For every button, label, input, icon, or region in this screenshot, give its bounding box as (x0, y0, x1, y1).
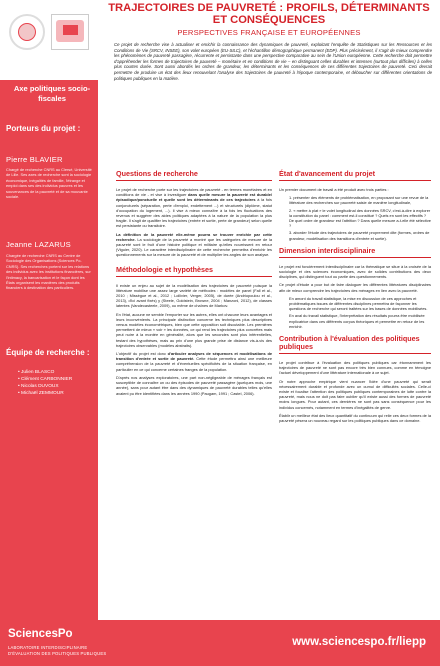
website-url[interactable]: www.sciencespo.fr/liepp (292, 636, 426, 648)
research-questions-text-2: La définition de la pauvreté elle-même pourra se trouver enrichie par cette recherche. La sociologie de la pauvreté a montré que les catégories de mesure de la pauvreté sont le fruit d'une histoire politique et militaire qu'elles nourrissent en retour (Viguier, 2020). Le caractère interdisciplinaire de cette recherche permettra d'enrichir les questionnements sur la mesure de la pauvreté et de multiplier les angles de son analyse. (116, 231, 272, 258)
methodology-text-2: En l'état, aucune ne semble l'emporter sur les autres, elles ont chacune leurs avantages et leurs inconvénients. La principale distinction concerne les techniques plus descriptives versus modèles économétriques, bien que cette opposition soit discutable. Les premières permettent de mieux « voir » les données, ce qui rend les trajectoires plus concrètes mais peut nuire à la montée en généralité, alors que les secondes sont plus inférentielles, testant des hypothèses, mais au prix d'une plus grande prise de distance vis-à-vis des trajectoires observables (modèles abstraits). (116, 311, 272, 348)
person1-bio: Chargé de recherche CNRS au Clersé, Université de Lille. Ses axes de recherche sont la sociologie économique, inégalités de famille, l'étrange et emploi dans ses des individus pauvres et les souvenances de la pauvreté et de sa mouvante sociale. (6, 167, 92, 200)
methodology-text-4: D'après nos analyses exploratoires, une part non-négligeable de ménages français est susceptible de connaître un ou des épisodes de pauvreté passagère (quelques mois, une année), sans pour autant être dans des dynamiques de pauvreté durables telles qu'elles avaient pu être identifiées dans les années 1990 (Paugam, 1991 ; Castel, 2006). (116, 374, 272, 396)
university-seal-logo (9, 14, 45, 50)
progress-heading: État d'avancement du projet (279, 170, 431, 181)
list-item: 3. aborder l'étude des trajectoires de pauvreté proprement dite (formes, ordres de grandeur, modélisation des transitions d'entrée et sortie). (289, 230, 430, 241)
research-questions-text-1: Le projet de recherche porte sur les trajectoires de pauvreté - en termes monétaires et en conditions de vie - et vise à investiguer dans quelle mesure la pauvreté est durable/épisodique/ponctuelle et quelle sont les déterminants de ces trajectoires à la fois conjoncturels (séparation, perte d'emploi, endettement ...) et structurels (diplôme, statut d'occupation du logement, ...). Il vise à mieux connaître à la fois les fluctuations des revenus et suggérer des aides politiques adaptées à la nature de la population la plus fragile. Il s'agit de qualifier les trajectoires (entrée et sortie, perte de grandeur) selon quelle est persistante ou transitoire. (116, 187, 272, 229)
progress-list (279, 195, 431, 241)
footer (0, 620, 440, 666)
methodology-heading: Méthodologie et hypothèses (116, 266, 272, 277)
poster-title: TRAJECTOIRES DE PAUVRETÉ : PROFILS, DÉTERMINANTS ET CONSÉQUENCES (108, 2, 430, 26)
interdisciplinary-text-2: Ce projet d'étude a pour but de faire dialoguer les différentes littératures disciplinaires afin de mieux comprendre les trajectoires des ménages en lien avec la pauvreté. (279, 282, 431, 293)
person2-name: Jeanne LAZARUS (6, 240, 71, 249)
methodology-text-3: L'objectif du projet est donc d'articuler analyses de séquences et modélisations de transition d'entrée et sortie de pauvreté. Cette étude permettra ainsi une meilleure compréhension de la pauvreté et d'éventuelles spécificités de la situation française, en particulier en ce qui concerne certaines franges de la population. (116, 351, 272, 372)
partner-logos (0, 0, 98, 80)
interdisciplinary-list (279, 296, 431, 329)
team-member: • Clément CARBONNIER (18, 376, 72, 383)
porteurs-heading: Porteurs du projet : (6, 124, 81, 133)
team-list (18, 369, 72, 397)
contribution-heading: Contribution à l'évaluation des politiques publiques (279, 335, 431, 354)
team-member: • Michaël ZEMMOUR (18, 390, 72, 397)
partner-badge-logo (51, 14, 89, 50)
list-item: 2. « mettre à plat » le volet longitudinal des données SRCV, c'est-à-dire à explorer la constitution du panel : comment est-il constitué ? Quels en sont les effectifs ? De quel ordre de grandeur est l'attrition ? Dans quelle mesure a-t-elle été sélective ? (289, 207, 431, 229)
intro-paragraph: Ce projet de recherche vise à actualiser et enrichir la connaissance des dynamiques de pauvreté, exploitant l'enquête de Statistiques sur les Ressources et les Conditions de Vie (SRCV, INSEE), son volet européen (EU-SILC), et l'échantillon démographique permanent (EDP). Plus précisément, il s'agit de mieux comprendre les phénomènes de pauvreté passagère, récurrente et persistante dans une perspective comparative au sein de l'Union européenne. Cette recherche doit permettre d'appréhender les formes de trajectoires de pauvreté – monétaire et en conditions de vie – en distinguant celles durables et intenses (surtout plus difficiles) à celles plus courtes durée. Sont aussi abordés les ordres de grandeur, les déterminants et les conséquences de ces différentes trajectoires de pauvreté. Ceci devrait permettre de produire un état des lieux renouvelant l'analyse des trajectoires de pauvreté à l'époque contemporaine, et déboucher sur différentes orientations de politiques publiques en la matière. (114, 42, 432, 81)
sidebar (0, 0, 98, 620)
contribution-text-1: Le projet contribue à l'évaluation des politiques publiques car étonnamment les trajectoires de pauvreté ne sont pas encore très bien connues, comme en témoigne l'actuel développement d'une littérature internationale à ce sujet. (279, 360, 431, 376)
research-questions-heading: Questions de recherche (116, 170, 272, 181)
team-member: • Julien BLASCO (18, 369, 72, 376)
methodology-text-1: Il existe un enjeu au sujet de la modélisation des trajectoires de pauvreté puisque la littérature mobilise une assez large variété de méthodes : modèles de panel (Fall et al., 2010 ; Missègue et al., 2012 ; Lollivier, Verger, 2005), de durée (Andriopoulou et al., 2013), d'ici avant fixés) y (Steele, Goldstein, Browne, 2004 ; Manzoni, 2012), de classes latentes (Vandecasteele, 2009), ou même de chaînes de Markov. (116, 282, 272, 309)
lab-name-line1: LABORATOIRE INTERDISCIPLINAIRE (8, 645, 88, 650)
list-item: En aval du travail statistique, l'interprétation des résultats pourra être mobilisée explicatrice dans ces différents corpus théoriques et permettre en retour de les enrichir. (289, 313, 425, 329)
interdisciplinary-heading: Dimension interdisciplinaire (279, 247, 431, 258)
list-item: En amont du travail statistique, la mise en discussion de ces approches et problématiques issues de différentes disciplines permettra de façonner les questions de recherche qui seront traitées sur les bases de données mobilisées. (289, 295, 428, 312)
person2-bio: Chargée de recherche CNRS au Centre de Sociologie des Organisations (Sciences Po-CNRS). Ses recherches portent sur les relations des individus avec les institutions financières, sur l'intimacy, la bancarisation et le façon dont les États organisent les manières des produits financiers à destination des particuliers. (6, 253, 91, 291)
sciencespo-logo: SciencesPo (8, 628, 73, 640)
progress-text: Un premier document de travail a été produit avec trois parties : (279, 187, 389, 192)
left-column (116, 170, 272, 399)
axis-label: Axe politiques socio-fiscales (13, 84, 91, 103)
right-column (279, 170, 431, 426)
lab-name-line2: D'ÉVALUATION DES POLITIQUES PUBLIQUES (8, 651, 107, 656)
contribution-text-3: Établir un meilleur état des lieux quantitatif du continuum qui relie ces deux formes de la pauvreté pèsera un nouveau regard sur les politiques publiques dans ce domaine. (279, 412, 431, 424)
team-heading: Équipe de recherche : (6, 348, 90, 357)
poster-subtitle: PERSPECTIVES FRANÇAISE ET EUROPÉENNES (177, 28, 361, 37)
list-item: 1. présenter des éléments de problématisation, en proposant sur une revue de la littérature des recherches sur pauvreté saisie de manière longitudinale, (289, 195, 429, 206)
team-member: • Nicolas DUVOUX (18, 383, 72, 390)
contribution-text-2: Or notre approche empirique vient nuancer l'idée d'une pauvreté qui serait nécessairement durable et profonde avec un cumul de difficultés sociales. Celle-ci existe et focalise l'attention des politiques publiques contemporaines de lutte contre la pauvreté, mais nous ne doit pas faire oublier qu'il existe aussi des formes de pauvreté moins longues. Pour autant, ces dernières ne sont pas sans conséquence pour les individus concernés, notamment en termes d'inégalités de genre. (279, 378, 431, 410)
interdisciplinary-text-1: Le projet est foncièrement interdisciplinaire car la thématique se situe à la croisée de la sociologie et des sciences économiques, avec de solides contributions des deux disciplines, qui distinguent tout ou partie des questionnements. (279, 263, 431, 280)
person1-name: Pierre BLAVIER (6, 155, 63, 164)
